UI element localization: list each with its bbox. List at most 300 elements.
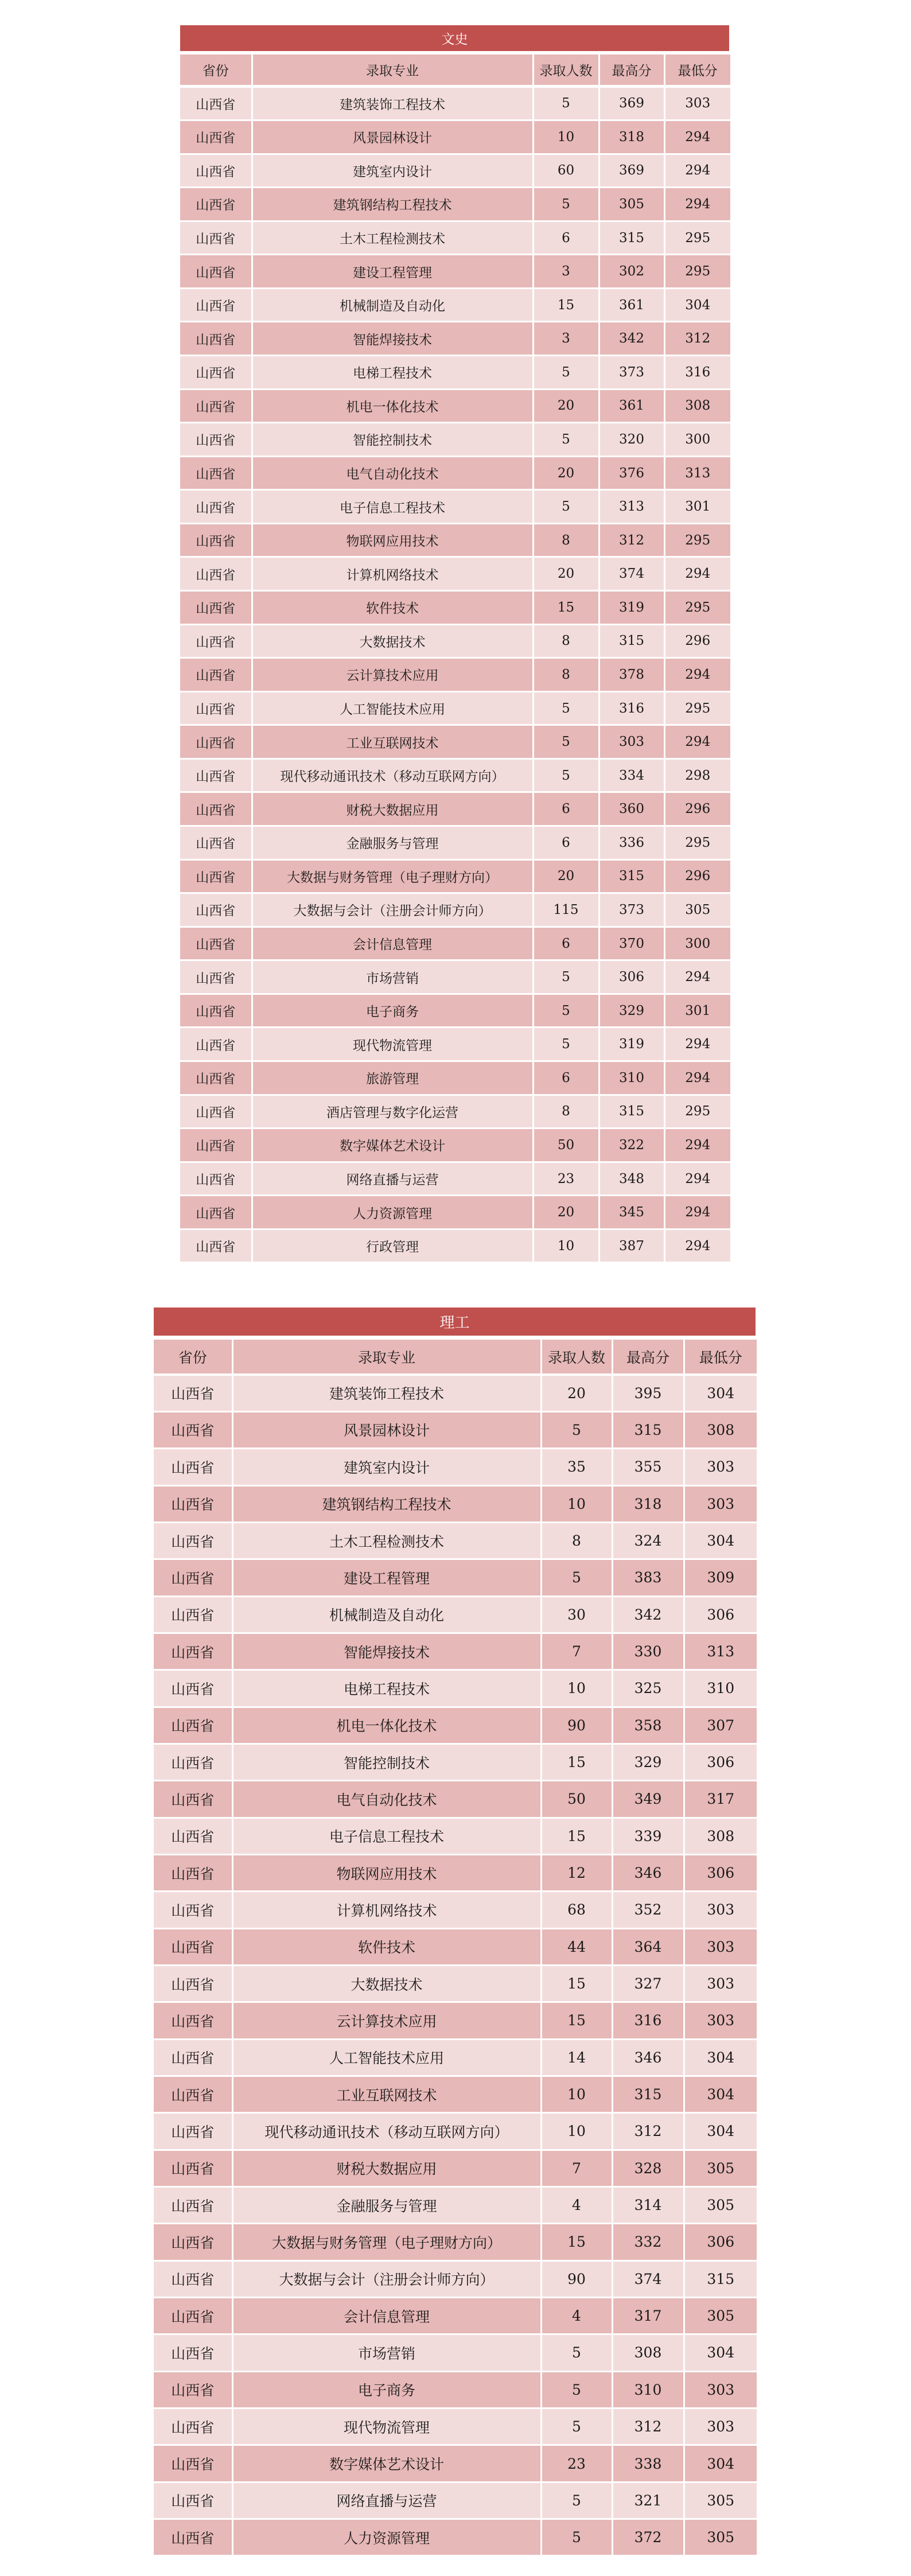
max-score-cell: 320 [600, 423, 664, 456]
min-score-cell: 315 [685, 2262, 757, 2297]
max-score-cell: 338 [613, 2446, 683, 2481]
major-cell: 机电一体化技术 [233, 1708, 540, 1743]
min-score-cell: 294 [665, 726, 731, 758]
province-cell: 山西省 [180, 289, 251, 321]
major-cell: 大数据与财务管理（电子理财方向） [253, 861, 532, 893]
province-cell: 山西省 [154, 2188, 232, 2223]
table-row [154, 2298, 757, 2333]
table-row [180, 155, 730, 187]
max-score-cell: 360 [600, 793, 664, 825]
min-score-cell: 306 [685, 1597, 757, 1632]
province-cell: 山西省 [180, 222, 251, 254]
min-score-cell: 295 [665, 592, 731, 624]
min-score-cell: 305 [685, 2151, 757, 2186]
max-score-cell: 369 [600, 155, 664, 187]
column-header: 录取人数 [534, 55, 598, 85]
major-cell: 计算机网络技术 [233, 1892, 540, 1927]
min-score-cell: 313 [685, 1634, 757, 1669]
min-score-cell: 303 [685, 1487, 757, 1522]
major-cell: 金融服务与管理 [253, 827, 532, 859]
admitted-count-cell: 23 [534, 1163, 598, 1195]
max-score-cell: 352 [613, 1892, 683, 1927]
column-header: 录取专业 [233, 1340, 540, 1373]
province-cell: 山西省 [180, 692, 251, 725]
table-row [154, 1745, 757, 1780]
admitted-count-cell: 50 [542, 1781, 612, 1816]
admitted-count-cell: 5 [542, 1412, 612, 1447]
admitted-count-cell: 20 [534, 558, 598, 590]
province-cell: 山西省 [180, 1096, 251, 1128]
max-score-cell: 319 [600, 592, 664, 624]
major-cell: 云计算技术应用 [253, 659, 532, 691]
province-cell: 山西省 [180, 861, 251, 893]
max-score-cell: 322 [600, 1129, 664, 1161]
major-cell: 会计信息管理 [233, 2298, 540, 2333]
max-score-cell: 358 [613, 1708, 683, 1743]
table-header-row [180, 55, 730, 85]
table-row [154, 2224, 757, 2259]
max-score-cell: 310 [613, 2372, 683, 2407]
table-row [154, 2335, 757, 2370]
max-score-cell: 342 [600, 322, 664, 355]
max-score-cell: 373 [600, 356, 664, 388]
major-cell: 大数据技术 [253, 625, 532, 657]
min-score-cell: 295 [665, 692, 731, 725]
table-row [180, 1062, 730, 1094]
admitted-count-cell: 5 [534, 423, 598, 456]
province-cell: 山西省 [180, 457, 251, 489]
major-cell: 网络直播与运营 [233, 2483, 540, 2518]
table-row [154, 2446, 757, 2481]
table-row [154, 1376, 757, 1411]
major-cell: 财税大数据应用 [233, 2151, 540, 2186]
admitted-count-cell: 8 [534, 1096, 598, 1128]
admitted-count-cell: 12 [542, 1855, 612, 1890]
max-score-cell: 349 [613, 1781, 683, 1816]
min-score-cell: 303 [685, 1929, 757, 1964]
admitted-count-cell: 5 [542, 2483, 612, 2518]
min-score-cell: 294 [665, 188, 731, 220]
min-score-cell: 296 [665, 625, 731, 657]
province-cell: 山西省 [154, 1855, 232, 1890]
province-cell: 山西省 [154, 2077, 232, 2112]
admitted-count-cell: 5 [542, 2409, 612, 2444]
province-cell: 山西省 [180, 390, 251, 422]
province-cell: 山西省 [180, 1129, 251, 1161]
admitted-count-cell: 44 [542, 1929, 612, 1964]
table-row [180, 861, 730, 893]
max-score-cell: 334 [600, 760, 664, 792]
admitted-count-cell: 8 [534, 659, 598, 691]
min-score-cell: 300 [665, 423, 731, 456]
min-score-cell: 312 [665, 322, 731, 355]
major-cell: 建筑钢结构工程技术 [233, 1487, 540, 1522]
max-score-cell: 336 [600, 827, 664, 859]
province-cell: 山西省 [154, 1929, 232, 1964]
admitted-count-cell: 3 [534, 255, 598, 287]
admitted-count-cell: 15 [542, 2003, 612, 2038]
min-score-cell: 294 [665, 659, 731, 691]
table-row [180, 659, 730, 691]
max-score-cell: 346 [613, 2040, 683, 2075]
admitted-count-cell: 10 [542, 2077, 612, 2112]
province-cell: 山西省 [180, 423, 251, 456]
table-row [180, 726, 730, 758]
min-score-cell: 295 [665, 1096, 731, 1128]
table-row [154, 2077, 757, 2112]
major-cell: 建筑装饰工程技术 [253, 88, 532, 120]
admitted-count-cell: 15 [534, 592, 598, 624]
max-score-cell: 315 [613, 2077, 683, 2112]
min-score-cell: 296 [665, 793, 731, 825]
admitted-count-cell: 115 [534, 894, 598, 926]
major-cell: 网络直播与运营 [253, 1163, 532, 1195]
max-score-cell: 342 [613, 1597, 683, 1632]
table-row [180, 625, 730, 657]
column-header: 录取人数 [542, 1340, 612, 1373]
admitted-count-cell: 5 [534, 692, 598, 725]
admitted-count-cell: 10 [542, 1671, 612, 1706]
table-row [154, 1819, 757, 1854]
min-score-cell: 294 [665, 1230, 731, 1262]
major-cell: 土木工程检测技术 [233, 1523, 540, 1558]
table-row [180, 121, 730, 153]
province-cell: 山西省 [180, 255, 251, 287]
min-score-cell: 294 [665, 558, 731, 590]
province-cell: 山西省 [180, 1230, 251, 1262]
major-cell: 智能焊接技术 [233, 1634, 540, 1669]
min-score-cell: 294 [665, 1129, 731, 1161]
province-cell: 山西省 [154, 2262, 232, 2297]
admitted-count-cell: 10 [542, 2114, 612, 2149]
table-row [154, 2003, 757, 2038]
major-cell: 机电一体化技术 [253, 390, 532, 422]
min-score-cell: 317 [685, 1781, 757, 1816]
min-score-cell: 306 [685, 1855, 757, 1890]
admitted-count-cell: 14 [542, 2040, 612, 2075]
max-score-cell: 316 [600, 692, 664, 725]
max-score-cell: 315 [600, 222, 664, 254]
table-row [180, 1096, 730, 1128]
major-cell: 软件技术 [253, 592, 532, 624]
max-score-cell: 318 [613, 1487, 683, 1522]
max-score-cell: 372 [613, 2520, 683, 2555]
province-cell: 山西省 [180, 928, 251, 960]
province-cell: 山西省 [154, 1523, 232, 1558]
max-score-cell: 339 [613, 1819, 683, 1854]
province-cell: 山西省 [180, 995, 251, 1027]
major-cell: 现代移动通讯技术（移动互联网方向） [233, 2114, 540, 2149]
table-row [154, 2483, 757, 2518]
admitted-count-cell: 5 [542, 2372, 612, 2407]
admitted-count-cell: 5 [534, 188, 598, 220]
admitted-count-cell: 90 [542, 2262, 612, 2297]
max-score-cell: 378 [600, 659, 664, 691]
table-row [180, 457, 730, 489]
admitted-count-cell: 68 [542, 1892, 612, 1927]
table-row [180, 222, 730, 254]
admitted-count-cell: 5 [542, 1560, 612, 1595]
column-header: 省份 [154, 1340, 232, 1373]
min-score-cell: 305 [685, 2483, 757, 2518]
min-score-cell: 309 [685, 1560, 757, 1595]
province-cell: 山西省 [180, 155, 251, 187]
max-score-cell: 315 [600, 1096, 664, 1128]
admitted-count-cell: 6 [534, 928, 598, 960]
province-cell: 山西省 [180, 356, 251, 388]
min-score-cell: 303 [685, 1966, 757, 2001]
province-cell: 山西省 [180, 961, 251, 993]
admitted-count-cell: 6 [534, 222, 598, 254]
min-score-cell: 310 [685, 1671, 757, 1706]
max-score-cell: 306 [600, 961, 664, 993]
province-cell: 山西省 [154, 1376, 232, 1411]
min-score-cell: 300 [665, 928, 731, 960]
province-cell: 山西省 [180, 188, 251, 220]
table-row [180, 188, 730, 220]
min-score-cell: 303 [685, 1449, 757, 1484]
min-score-cell: 295 [665, 827, 731, 859]
province-cell: 山西省 [154, 2409, 232, 2444]
province-cell: 山西省 [154, 1781, 232, 1816]
province-cell: 山西省 [154, 2040, 232, 2075]
major-cell: 物联网应用技术 [253, 524, 532, 557]
min-score-cell: 295 [665, 524, 731, 557]
province-cell: 山西省 [154, 1560, 232, 1595]
admitted-count-cell: 10 [534, 1230, 598, 1262]
province-cell: 山西省 [180, 760, 251, 792]
table-row [180, 88, 730, 120]
max-score-cell: 308 [613, 2335, 683, 2370]
admitted-count-cell: 15 [542, 1966, 612, 2001]
admitted-count-cell: 6 [534, 827, 598, 859]
admitted-count-cell: 20 [534, 1196, 598, 1228]
min-score-cell: 301 [665, 491, 731, 523]
major-cell: 电梯工程技术 [233, 1671, 540, 1706]
major-cell: 金融服务与管理 [233, 2188, 540, 2223]
table-row [154, 1966, 757, 2001]
admitted-count-cell: 10 [542, 1487, 612, 1522]
table-row [154, 2262, 757, 2297]
province-cell: 山西省 [154, 1412, 232, 1447]
major-cell: 智能控制技术 [253, 423, 532, 456]
min-score-cell: 306 [685, 2224, 757, 2259]
major-cell: 酒店管理与数字化运营 [253, 1096, 532, 1128]
province-cell: 山西省 [154, 1487, 232, 1522]
table-row [180, 995, 730, 1027]
admitted-count-cell: 7 [542, 1634, 612, 1669]
min-score-cell: 294 [665, 961, 731, 993]
column-header: 录取专业 [253, 55, 532, 85]
province-cell: 山西省 [180, 558, 251, 590]
major-cell: 风景园林设计 [233, 1412, 540, 1447]
admitted-count-cell: 60 [534, 155, 598, 187]
table-row [154, 1855, 757, 1890]
min-score-cell: 305 [685, 2520, 757, 2555]
table-row [180, 760, 730, 792]
major-cell: 软件技术 [233, 1929, 540, 1964]
major-cell: 市场营销 [233, 2335, 540, 2370]
table-row [180, 322, 730, 355]
major-cell: 电子商务 [253, 995, 532, 1027]
table-row [154, 2114, 757, 2149]
max-score-cell: 364 [613, 1929, 683, 1964]
min-score-cell: 308 [685, 1412, 757, 1447]
province-cell: 山西省 [154, 2298, 232, 2333]
table-row [180, 558, 730, 590]
min-score-cell: 298 [665, 760, 731, 792]
major-cell: 建筑装饰工程技术 [233, 1376, 540, 1411]
admitted-count-cell: 20 [534, 457, 598, 489]
province-cell: 山西省 [180, 1196, 251, 1228]
major-cell: 电子信息工程技术 [253, 491, 532, 523]
province-cell: 山西省 [180, 88, 251, 120]
max-score-cell: 318 [600, 121, 664, 153]
major-cell: 建设工程管理 [253, 255, 532, 287]
table-row [154, 2040, 757, 2075]
major-cell: 建筑钢结构工程技术 [253, 188, 532, 220]
major-cell: 人工智能技术应用 [233, 2040, 540, 2075]
max-score-cell: 355 [613, 1449, 683, 1484]
max-score-cell: 324 [613, 1523, 683, 1558]
admitted-count-cell: 5 [534, 1028, 598, 1060]
table-ligong [154, 1308, 757, 2556]
province-cell: 山西省 [154, 2335, 232, 2370]
max-score-cell: 312 [613, 2409, 683, 2444]
major-cell: 现代物流管理 [233, 2409, 540, 2444]
major-cell: 工业互联网技术 [253, 726, 532, 758]
table-row [180, 390, 730, 422]
province-cell: 山西省 [154, 2483, 232, 2518]
province-cell: 山西省 [180, 322, 251, 355]
major-cell: 电气自动化技术 [233, 1781, 540, 1816]
major-cell: 智能控制技术 [233, 1745, 540, 1780]
max-score-cell: 346 [613, 1855, 683, 1890]
admitted-count-cell: 15 [534, 289, 598, 321]
admitted-count-cell: 50 [534, 1129, 598, 1161]
table-row [154, 1487, 757, 1522]
major-cell: 机械制造及自动化 [233, 1597, 540, 1632]
min-score-cell: 304 [685, 2446, 757, 2481]
admitted-count-cell: 5 [534, 726, 598, 758]
table-row [154, 2372, 757, 2407]
min-score-cell: 296 [665, 861, 731, 893]
major-cell: 机械制造及自动化 [253, 289, 532, 321]
min-score-cell: 295 [665, 255, 731, 287]
province-cell: 山西省 [180, 1062, 251, 1094]
max-score-cell: 313 [600, 491, 664, 523]
max-score-cell: 348 [600, 1163, 664, 1195]
max-score-cell: 303 [600, 726, 664, 758]
max-score-cell: 332 [613, 2224, 683, 2259]
table-row [180, 894, 730, 926]
table-header-row [154, 1340, 757, 1373]
table-row [154, 1523, 757, 1558]
table-row [180, 827, 730, 859]
admitted-count-cell: 8 [534, 625, 598, 657]
min-score-cell: 308 [665, 390, 731, 422]
admitted-count-cell: 8 [534, 524, 598, 557]
min-score-cell: 305 [685, 2188, 757, 2223]
min-score-cell: 303 [685, 2003, 757, 2038]
table-row [180, 592, 730, 624]
province-cell: 山西省 [180, 491, 251, 523]
major-cell: 现代移动通讯技术（移动互联网方向） [253, 760, 532, 792]
table-row [180, 1230, 730, 1262]
admitted-count-cell: 5 [534, 995, 598, 1027]
min-score-cell: 303 [685, 2372, 757, 2407]
table-row [180, 1163, 730, 1195]
min-score-cell: 304 [685, 2077, 757, 2112]
admitted-count-cell: 5 [534, 760, 598, 792]
major-cell: 人力资源管理 [233, 2520, 540, 2555]
province-cell: 山西省 [154, 2114, 232, 2149]
major-cell: 数字媒体艺术设计 [233, 2446, 540, 2481]
major-cell: 现代物流管理 [253, 1028, 532, 1060]
table-row [154, 1671, 757, 1706]
min-score-cell: 304 [685, 2114, 757, 2149]
admitted-count-cell: 5 [534, 961, 598, 993]
table-wenshi [180, 25, 730, 1263]
table-row [154, 1560, 757, 1595]
province-cell: 山西省 [154, 1597, 232, 1632]
min-score-cell: 306 [685, 1745, 757, 1780]
table-row [180, 692, 730, 725]
admitted-count-cell: 20 [542, 1376, 612, 1411]
table-row [154, 1781, 757, 1816]
max-score-cell: 345 [600, 1196, 664, 1228]
province-cell: 山西省 [154, 2151, 232, 2186]
max-score-cell: 383 [613, 1560, 683, 1595]
admitted-count-cell: 15 [542, 1819, 612, 1854]
province-cell: 山西省 [154, 2372, 232, 2407]
major-cell: 市场营销 [253, 961, 532, 993]
min-score-cell: 305 [665, 894, 731, 926]
admitted-count-cell: 6 [534, 1062, 598, 1094]
min-score-cell: 295 [665, 222, 731, 254]
admitted-count-cell: 7 [542, 2151, 612, 2186]
max-score-cell: 321 [613, 2483, 683, 2518]
major-cell: 计算机网络技术 [253, 558, 532, 590]
max-score-cell: 325 [613, 1671, 683, 1706]
admitted-count-cell: 20 [534, 390, 598, 422]
table-row [180, 1196, 730, 1228]
table-row [154, 1929, 757, 1964]
column-header: 最低分 [685, 1340, 757, 1373]
max-score-cell: 305 [600, 188, 664, 220]
min-score-cell: 308 [685, 1819, 757, 1854]
max-score-cell: 317 [613, 2298, 683, 2333]
min-score-cell: 304 [685, 2040, 757, 2075]
admitted-count-cell: 30 [542, 1597, 612, 1632]
min-score-cell: 303 [665, 88, 731, 120]
province-cell: 山西省 [154, 1708, 232, 1743]
column-header: 最高分 [613, 1340, 683, 1373]
table-row [180, 961, 730, 993]
max-score-cell: 316 [613, 2003, 683, 2038]
major-cell: 物联网应用技术 [233, 1855, 540, 1890]
min-score-cell: 301 [665, 995, 731, 1027]
min-score-cell: 294 [665, 1163, 731, 1195]
max-score-cell: 329 [613, 1745, 683, 1780]
max-score-cell: 315 [600, 625, 664, 657]
admitted-count-cell: 4 [542, 2188, 612, 2223]
table-row [154, 2409, 757, 2444]
min-score-cell: 304 [665, 289, 731, 321]
province-cell: 山西省 [180, 1163, 251, 1195]
major-cell: 大数据技术 [233, 1966, 540, 2001]
min-score-cell: 316 [665, 356, 731, 388]
